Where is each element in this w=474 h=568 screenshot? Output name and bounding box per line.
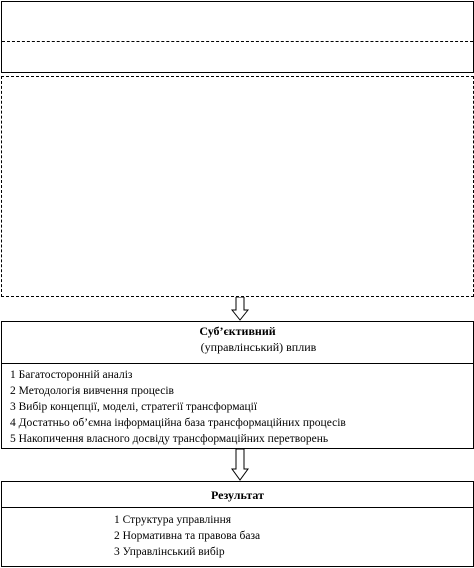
subjective-title: Суб’єктивний	[199, 324, 276, 338]
subjective-header	[2, 322, 473, 364]
subjective-subtitle: (управлінський) вплив	[200, 340, 317, 354]
result-title: Результат	[210, 488, 264, 502]
list-item: 2 Нормативна та правова база	[114, 530, 261, 542]
subjective-list	[10, 367, 346, 447]
list-item: 1 Структура управління	[114, 514, 232, 526]
list-item: 3 Управлінський вибір	[114, 546, 225, 558]
result-block	[1, 481, 474, 567]
down-arrow-icon	[231, 449, 249, 481]
list-item: 1 Багатосторонній аналіз	[10, 369, 133, 381]
result-header	[2, 482, 473, 508]
list-item: 3 Вибір концепції, моделі, стратегії трансформації	[10, 401, 258, 413]
down-arrow-icon	[231, 297, 249, 321]
top-block	[1, 1, 474, 73]
list-item: 2 Методологія вивчення процесів	[10, 385, 174, 397]
result-list	[114, 512, 260, 560]
dashed-block	[1, 76, 474, 297]
list-item: 5 Накопичення власного досвіду трансформаційних перетворень	[10, 433, 329, 445]
list-item: 4 Достатньо об’ємна інформаційна база трансформаційних процесів	[10, 417, 346, 429]
subjective-influence-block	[1, 321, 474, 449]
top-block-dashed-divider	[2, 41, 473, 42]
